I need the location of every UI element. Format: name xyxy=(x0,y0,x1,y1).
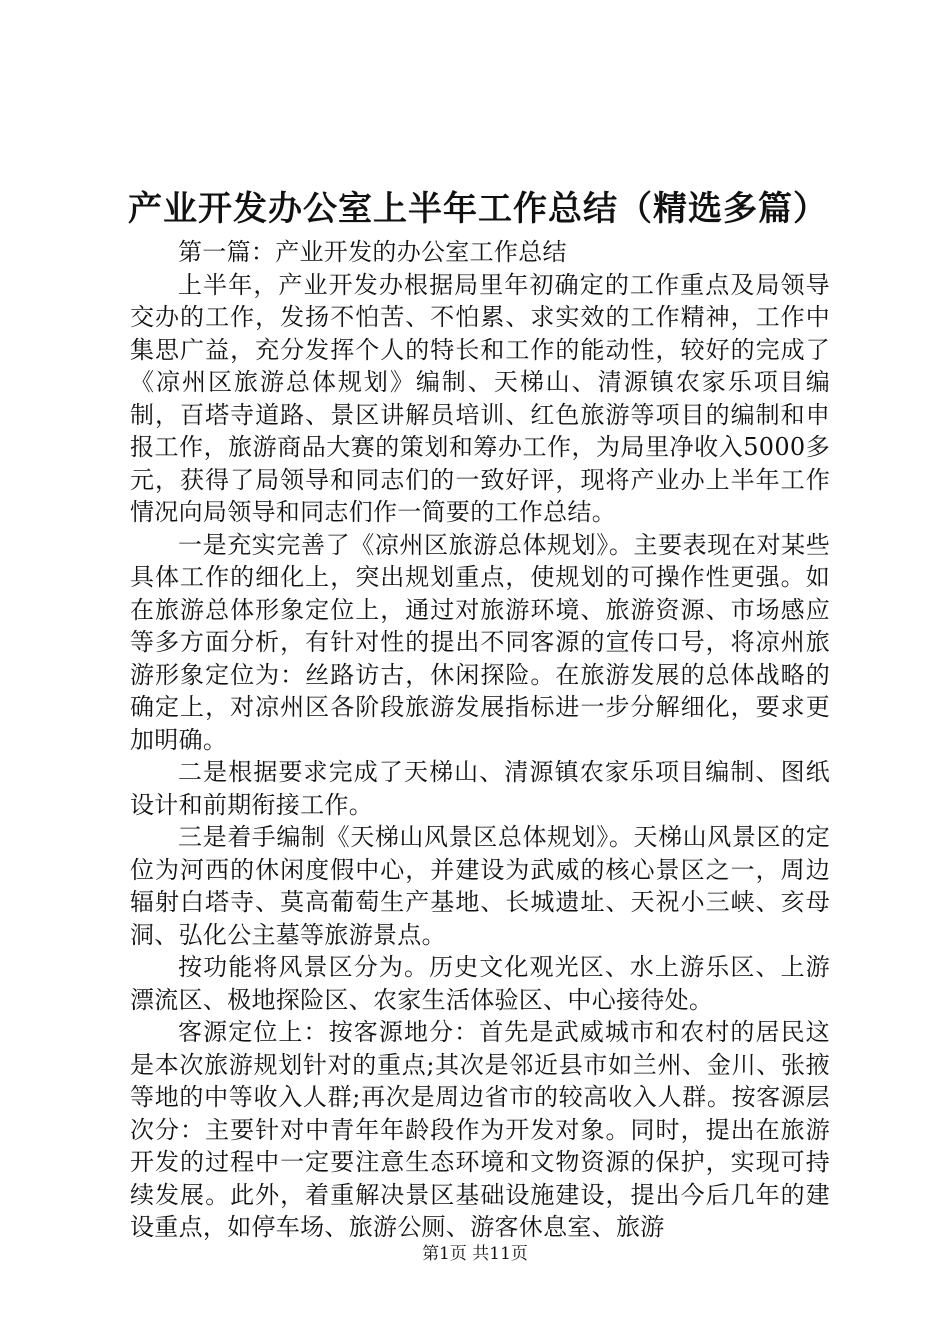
section-heading: 第一篇：产业开发的办公室工作总结 xyxy=(178,238,567,266)
paragraph: 客源定位上：按客源地分：首先是武威城市和农村的居民这是本次旅游规划针对的重点;其次是邻近县市如兰州、金川、张掖等地的中等收入人群;再次是周边省市的较高收入人群。按客源层次分：主要针对中青年年龄段作为开发对象。同时，提出在旅游开发的过程中一定要注意生态环境和文物资源的保护，实现可持续发展。此外，着重解决景区基础设施建设，提出今后几年的建设重点，如停车场、旅游公厕、游客休息室、旅游 xyxy=(130,1018,830,1241)
paragraph: 三是着手编制《天梯山风景区总体规划》。天梯山风景区的定位为河西的休闲度假中心，并建设为武威的核心景区之一，周边辐射白塔寺、莫高葡萄生产基地、长城遗址、天祝小三峡、亥母洞、弘化公主墓等旅游景点。 xyxy=(130,823,830,949)
paragraph: 二是根据要求完成了天梯山、清源镇农家乐项目编制、图纸设计和前期衔接工作。 xyxy=(130,758,830,819)
paragraph: 一是充实完善了《凉州区旅游总体规划》。主要表现在对某些具体工作的细化上，突出规划重点，使规划的可操作性更强。如在旅游总体形象定位上，通过对旅游环境、旅游资源、市场感应等多方面分析，有针对性的提出不同客源的宣传口号，将凉州旅游形象定位为：丝路访古，休闲探险。在旅游发展的总体战略的确定上，对凉州区各阶段旅游发展指标进一步分解细化，要求更加明确。 xyxy=(130,530,830,754)
document-title: 产业开发办公室上半年工作总结（精选多篇） xyxy=(128,189,828,229)
page-number-footer: 第1页 共11页 xyxy=(422,1244,528,1264)
document-body xyxy=(130,236,830,1244)
paragraph: 按功能将风景区分为。历史文化观光区、水上游乐区、上游漂流区、极地探险区、农家生活体验区、中心接待处。 xyxy=(130,953,830,1014)
paragraph: 上半年，产业开发办根据局里年初确定的工作重点及局领导交办的工作，发扬不怕苦、不怕累、求实效的工作精神，工作中集思广益，充分发挥个人的特长和工作的能动性，较好的完成了《凉州区旅游总体规划》编制、天梯山、清源镇农家乐项目编制，百塔寺道路、景区讲解员培训、红色旅游等项目的编制和申报工作，旅游商品大赛的策划和筹办工作，为局里净收入5000多元，获得了局领导和同志们的一致好评，现将产业办上半年工作情况向局领导和同志们作一简要的工作总结。 xyxy=(130,270,830,526)
